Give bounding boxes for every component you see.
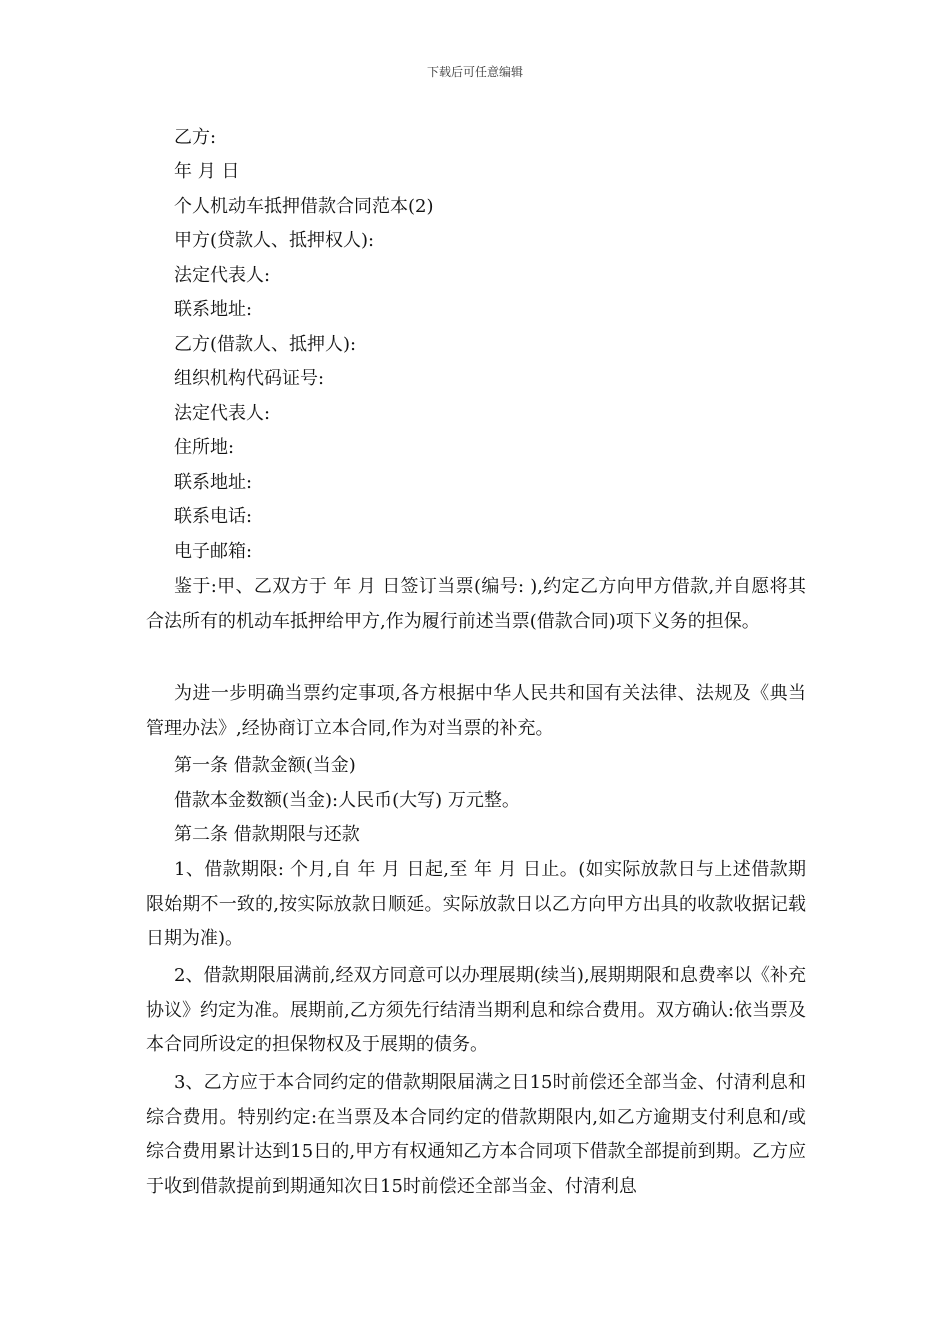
party-a-label: 甲方(贷款人、抵押权人): — [174, 230, 375, 251]
extension-paragraph: 2、借款期限届满前,经双方同意可以办理展期(续当),展期期限和息费率以《补充协议》约定为准。展期前,乙方须先行结清当期利息和综合费用。双方确认:依当票及本合同所设定的担保物权及于展期的债务。 — [146, 965, 806, 1055]
contract-title: 个人机动车抵押借款合同范本(2) — [174, 196, 434, 217]
whereas-paragraph: 鉴于:甲、乙双方于 年 月 日签订当票(编号: ),约定乙方向甲方借款,并自愿将其合法所有的机动车抵押给甲方,作为履行前述当票(借款合同)项下义务的担保。 — [146, 576, 806, 632]
contact-phone-label: 联系电话: — [174, 506, 253, 527]
domicile-label: 住所地: — [174, 437, 235, 458]
legal-representative-label-2: 法定代表人: — [174, 403, 271, 424]
repayment-paragraph: 3、乙方应于本合同约定的借款期限届满之日15时前偿还全部当金、付清利息和综合费用。特别约定:在当票及本合同约定的借款期限内,如乙方逾期支付利息和/或综合费用累计达到15日的,甲方有权通知乙方本合同项下借款全部提前到期。乙方应于收到借款提前到期通知次日15时前偿还全部当金、付清利息 — [146, 1072, 806, 1197]
email-label: 电子邮箱: — [174, 541, 253, 562]
party-b-borrower-label: 乙方(借款人、抵押人): — [174, 334, 357, 355]
loan-amount-paragraph: 借款本金数额(当金):人民币(大写) 万元整。 — [174, 790, 520, 811]
contact-address-label: 联系地址: — [174, 299, 253, 320]
contact-address-label-2: 联系地址: — [174, 472, 253, 493]
date-line: 年 月 日 — [174, 161, 240, 182]
organization-code-label: 组织机构代码证号: — [174, 368, 325, 389]
article-1-heading: 第一条 借款金额(当金) — [174, 755, 356, 776]
article-2-heading: 第二条 借款期限与还款 — [174, 824, 360, 845]
purpose-paragraph: 为进一步明确当票约定事项,各方根据中华人民共和国有关法律、法规及《典当管理办法》,经协商订立本合同,作为对当票的补充。 — [146, 683, 806, 739]
page-header: 下载后可任意编辑 — [426, 65, 523, 79]
loan-term-paragraph: 1、借款期限: 个月,自 年 月 日起,至 年 月 日止。(如实际放款日与上述借款期限始期不一致的,按实际放款日顺延。实际放款日以乙方向甲方出具的收款收据记载日期为准)。 — [146, 859, 806, 949]
legal-representative-label: 法定代表人: — [174, 265, 271, 286]
party-b-label: 乙方: — [174, 127, 217, 148]
